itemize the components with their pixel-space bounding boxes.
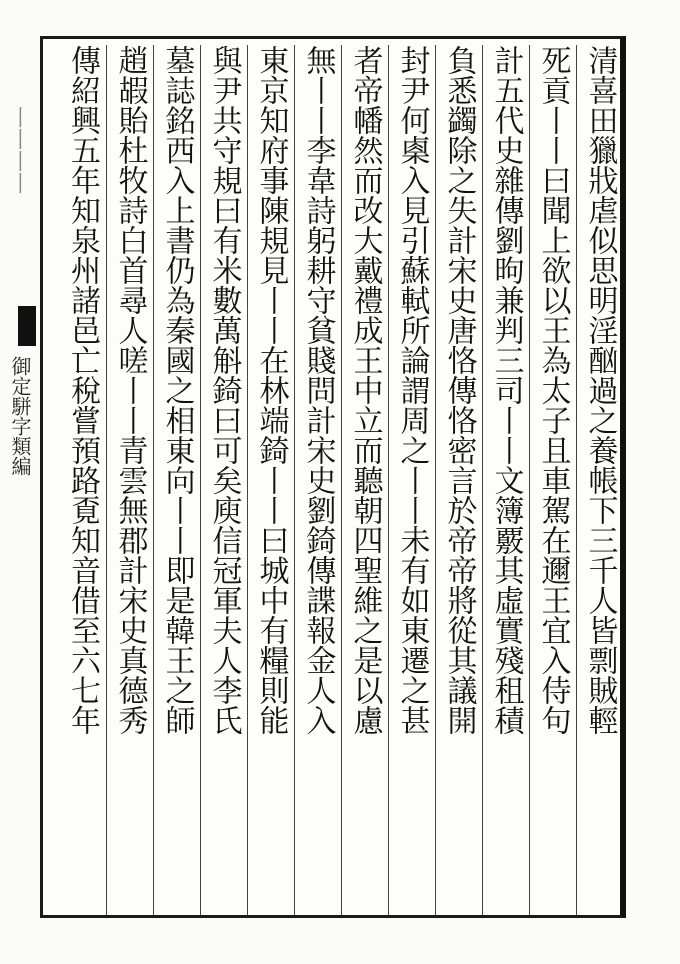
heading-term: 失計 [441, 195, 477, 255]
column-text: 墓誌銘西入上書仍為秦 [159, 45, 195, 345]
column-text: 東京知府事陳規見 [253, 45, 289, 285]
column-text: 宋史唐恪傳恪密言於帝帝將從其議開 [441, 255, 477, 735]
heading-term: 問計 [300, 375, 336, 435]
text-column-5 [388, 45, 435, 915]
spine-title: 御定駢字類編 [8, 356, 32, 476]
text-column-9 [200, 45, 247, 915]
column-text: 丨青雲無 [112, 405, 148, 525]
column-text: 負悉蠲除之 [441, 45, 477, 195]
text-column-4 [435, 45, 482, 915]
column-text: 與尹共守規曰有米 [206, 45, 242, 285]
text-column-3 [482, 45, 529, 915]
text-column-8 [247, 45, 294, 915]
column-text: 而改大戴禮成王中立而聽朝四聖維之是以慮 [347, 165, 383, 735]
column-text: 宋史真德秀 [112, 585, 148, 735]
spine-marks: 丨丨丨丨 [6, 106, 31, 194]
text-column-12 [59, 45, 106, 915]
column-text: 宋史劉錡傳諜報金人入 [300, 435, 336, 735]
heading-term: 計 [488, 45, 524, 75]
spine-black-tab [18, 306, 36, 346]
column-text: 無丨丨李韋詩 [300, 45, 336, 225]
column-text: 錡丨丨曰城中有糧則能 [253, 435, 289, 735]
column-text: 借至六七年 [65, 585, 100, 735]
spine [0, 36, 38, 918]
column-text: 數萬斛錡曰可矣庾信冠軍夫人李氏 [206, 285, 242, 735]
heading-term: 郡計 [112, 525, 148, 585]
text-column-2 [529, 45, 576, 915]
text-column-1 [576, 45, 623, 915]
column-text: 何㮚入見引蘇軾所論謂周之丨丨未有如東遷之甚 [394, 105, 430, 735]
column-text: 者帝幡然 [347, 45, 383, 165]
text-column-6 [341, 45, 388, 915]
heading-term: 句 [535, 705, 571, 735]
column-text: 丨丨在林端 [253, 285, 289, 435]
column-text: 五代史雜傳劉昫兼判三司丨丨文 [488, 75, 524, 495]
column-text: 國之相東向丨丨即是韓王之師 [159, 345, 195, 735]
text-frame [40, 36, 626, 918]
column-text: 簿覈其虛實殘租積 [488, 495, 524, 735]
text-column-7 [294, 45, 341, 915]
column-text: 死貢丨丨曰聞上欲以王為太子且車駕在邇王宜入侍 [535, 45, 571, 705]
text-column-10 [153, 45, 200, 915]
column-text: 封尹 [394, 45, 430, 105]
column-text: 躬耕守貧賤 [300, 225, 336, 375]
column-text: 趙嘏貽杜牧詩白首尋人嗟丨 [112, 45, 148, 405]
column-text: 路覔知音 [65, 465, 100, 585]
column-text: 傳紹興五年知泉州諸邑亡稅嘗預 [65, 45, 100, 465]
text-column-11 [106, 45, 153, 915]
column-text: 清喜田獵戕虐似思明淫酗過之養帳下三千人皆剽賊輕 [582, 45, 618, 735]
